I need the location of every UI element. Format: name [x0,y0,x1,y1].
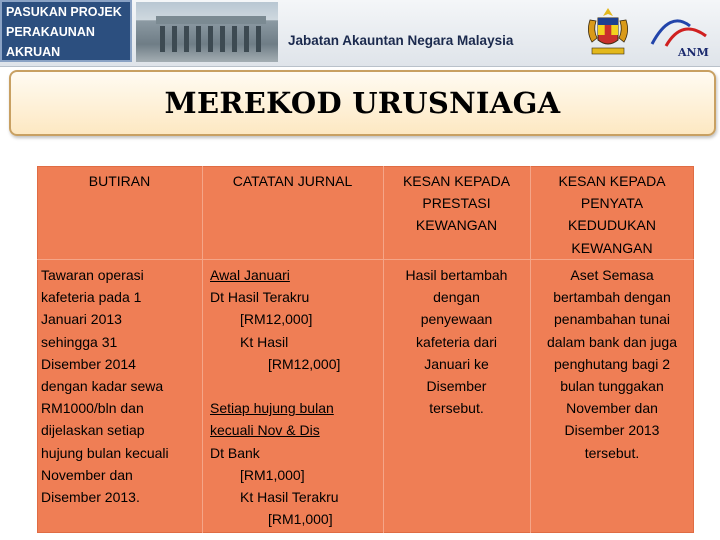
cell-catatan-jurnal [210,264,382,530]
header-kesan-prestasi: KESAN KEPADA PRESTASI KEWANGAN [402,173,511,234]
task-force-line: PASUKAN PROJEK [6,5,122,19]
journal-entry-date: Awal Januari [210,267,290,283]
journal-amount: [RM12,000] [240,311,313,328]
header-butiran: BUTIRAN [88,173,151,189]
journal-debit: Dt Hasil Terakru [210,289,310,306]
page-header [0,0,720,67]
building-photo [136,2,278,62]
journal-credit: Kt Hasil [240,333,289,350]
svg-text:ANM: ANM [678,46,709,59]
coat-of-arms-icon [580,6,636,60]
journal-amount: [RM1,000] [268,511,333,528]
task-force-label [0,0,132,62]
journal-entry-date: Setiap hujung bulan [210,400,334,417]
header-catatan-jurnal: CATATAN JURNAL [232,173,353,189]
journal-amount: [RM12,000] [268,355,341,372]
journal-debit: Dt Bank [210,444,260,461]
task-force-line: PERAKAUNAN [6,25,95,39]
cell-kesan-kedudukan: Aset Semasa bertambah dengan penambahan tunai dalam bank dan juga penghutang bagi 2 bulan tunggakan November dan Disember 2013 tersebut. [547,267,677,461]
journal-entry-date: kecuali Nov & Dis [210,422,320,439]
task-force-line: AKRUAN [6,45,61,59]
cell-kesan-prestasi: Hasil bertambah dengan penyewaan kafeteria dari Januari ke Disember tersebut. [405,267,508,417]
page-title: MEREKOD URUSNIAGA [164,86,561,120]
title-banner [9,70,716,136]
department-name: Jabatan Akauntan Negara Malaysia [288,33,514,48]
journal-table [37,166,694,533]
journal-amount: [RM1,000] [240,466,305,483]
anm-arc-icon [644,6,714,60]
header-kesan-kedudukan: KESAN KEPADA PENYATA KEDUDUKAN KEWANGAN [558,173,666,256]
journal-credit: Kt Hasil Terakru [240,489,339,506]
anm-logo [644,6,714,60]
cell-butiran: Tawaran operasi kafeteria pada 1 Januari 2013 sehingga 31 Disember 2014 dengan kadar sewa RM1000/bln dan dijelaskan setiap hujung bulan kecuali November dan Disember 2013. [41,267,169,506]
